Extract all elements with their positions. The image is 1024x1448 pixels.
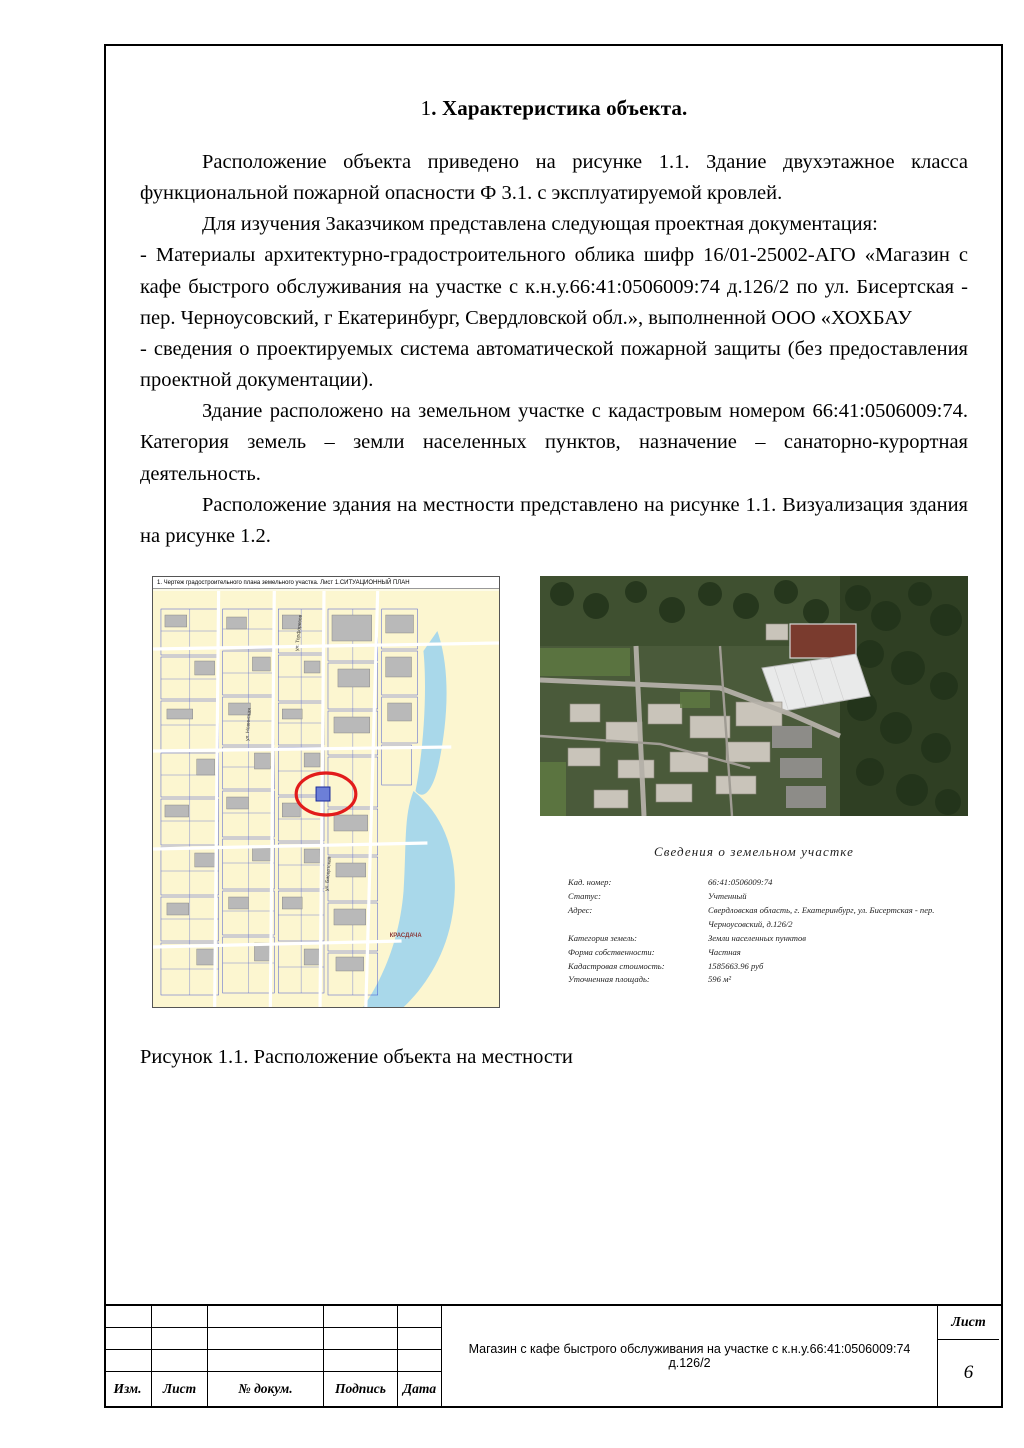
info-row bbox=[568, 876, 968, 890]
info-key: Кад. номер: bbox=[568, 877, 612, 888]
svg-text:ул. Бисертская: ул. Бисертская bbox=[324, 856, 333, 892]
stamp-empty-cell bbox=[398, 1328, 442, 1350]
land-plot-info-title: Сведения о земельном участке bbox=[653, 844, 855, 860]
document-content bbox=[140, 80, 968, 1069]
info-value: Свердловская область, г. Екатеринбург, ул. Бисертская - пер. Черноусовский, д.126/2 bbox=[708, 904, 935, 929]
stamp-empty-cell bbox=[324, 1306, 398, 1328]
stamp-empty-cell bbox=[152, 1350, 208, 1372]
info-key: Уточненная площадь: bbox=[568, 974, 650, 985]
page-title bbox=[140, 96, 968, 121]
map-caption: 1. Чертеж градостроительного плана земельного участка. Лист 1.СИТУАЦИОННЫЙ ПЛАН bbox=[153, 577, 499, 589]
stamp-empty-cell bbox=[152, 1306, 208, 1328]
info-value: Земли населенных пунктов bbox=[708, 932, 806, 943]
paragraph-2: Для изучения Заказчиком представлена следующая проектная документация: bbox=[202, 213, 878, 236]
info-value: 1585663.96 руб bbox=[708, 960, 764, 971]
aerial-graphic bbox=[540, 576, 968, 816]
title-number: 1 bbox=[420, 96, 432, 120]
land-plot-info bbox=[540, 832, 968, 1008]
land-plot-info-table bbox=[568, 876, 968, 987]
stamp-sheet-number: 6 bbox=[963, 1362, 974, 1383]
paragraph-6: Расположение здания на местности представлено на рисунке 1.1. Визуализация здания на рисунке 1.2. bbox=[140, 493, 968, 547]
svg-text:ул. Торфорезов: ул. Торфорезов bbox=[294, 614, 304, 652]
info-value: Учтенный bbox=[708, 890, 747, 901]
stamp-empty-cell bbox=[324, 1350, 398, 1372]
info-row bbox=[568, 973, 968, 987]
map-graphic bbox=[153, 591, 499, 1008]
stamp-empty-cell bbox=[208, 1306, 324, 1328]
svg-text:КРАСДАЧА: КРАСДАЧА bbox=[389, 933, 422, 940]
paragraph-3: - Материалы архитектурно-градостроительного облика шифр 16/01-25002-АГО «Магазин с кафе быстрого обслуживания на участке с к.н.у.66:41:0506009:74 д.126/2 по ул. Бисертская - пер. Черноусовский, г Екатеринбург, Свердловской обл.», выполненной ООО «ХОХБАУ bbox=[140, 244, 968, 329]
info-key: Статус: bbox=[568, 890, 601, 901]
aerial-photo-image bbox=[540, 576, 968, 816]
stamp-empty-cell bbox=[104, 1350, 152, 1372]
stamp-empty-cell bbox=[324, 1328, 398, 1350]
info-row bbox=[568, 890, 968, 904]
paragraph-5: Здание расположено на земельном участке с кадастровым номером 66:41:0506009:74. Категория земель – земли населенных пунктов, назначение – санаторно-курортная деятельность. bbox=[140, 400, 968, 485]
stamp-empty-cell bbox=[398, 1350, 442, 1372]
info-row bbox=[568, 946, 968, 960]
info-row bbox=[568, 960, 968, 974]
stamp-empty-cell bbox=[104, 1306, 152, 1328]
info-value: 596 м² bbox=[708, 974, 732, 985]
title-block bbox=[104, 1304, 1003, 1404]
paragraph-4: - сведения о проектируемых система автоматической пожарной защиты (без предоставления проектной документации). bbox=[140, 337, 968, 392]
stamp-empty-cell bbox=[398, 1306, 442, 1328]
stamp-col-izm: Изм. bbox=[104, 1372, 152, 1406]
stamp-col-list: Лист bbox=[152, 1372, 208, 1406]
stamp-col-date: Дата bbox=[398, 1372, 442, 1406]
svg-text:ул. Новинская: ул. Новинская bbox=[244, 707, 253, 742]
info-key: Кадастровая стоимость: bbox=[568, 960, 665, 971]
info-value: 66:41:0506009:74 bbox=[708, 877, 773, 888]
stamp-col-signature: Подпись bbox=[324, 1372, 398, 1406]
info-row bbox=[568, 904, 968, 932]
title-block-grid bbox=[104, 1306, 1003, 1404]
info-key: Адрес: bbox=[568, 904, 593, 915]
paragraph-1: Расположение объекта приведено на рисунке 1.1. Здание двухэтажное класса функциональной пожарной опасности Ф 3.1. с эксплуатируемой кровлей. bbox=[140, 151, 968, 205]
info-key: Форма собственности: bbox=[568, 946, 655, 957]
stamp-empty-cell bbox=[208, 1328, 324, 1350]
stamp-col-docnum: № докум. bbox=[208, 1372, 324, 1406]
stamp-empty-cell bbox=[152, 1328, 208, 1350]
stamp-empty-cell bbox=[104, 1328, 152, 1350]
info-key: Категория земель: bbox=[568, 932, 637, 943]
info-row bbox=[568, 932, 968, 946]
figure-caption: Рисунок 1.1. Расположение объекта на местности bbox=[140, 1046, 573, 1069]
figure-1-1 bbox=[140, 576, 968, 1016]
situation-plan-image bbox=[152, 576, 500, 1008]
stamp-empty-cell bbox=[208, 1350, 324, 1372]
title-text: . Характеристика объекта. bbox=[431, 96, 688, 120]
stamp-project-title: Магазин с кафе быстрого обслуживания на участке с к.н.у.66:41:0506009:74 д.126/2 bbox=[442, 1306, 938, 1406]
info-value: Частная bbox=[708, 946, 741, 957]
stamp-sheet-label: Лист bbox=[938, 1306, 999, 1340]
